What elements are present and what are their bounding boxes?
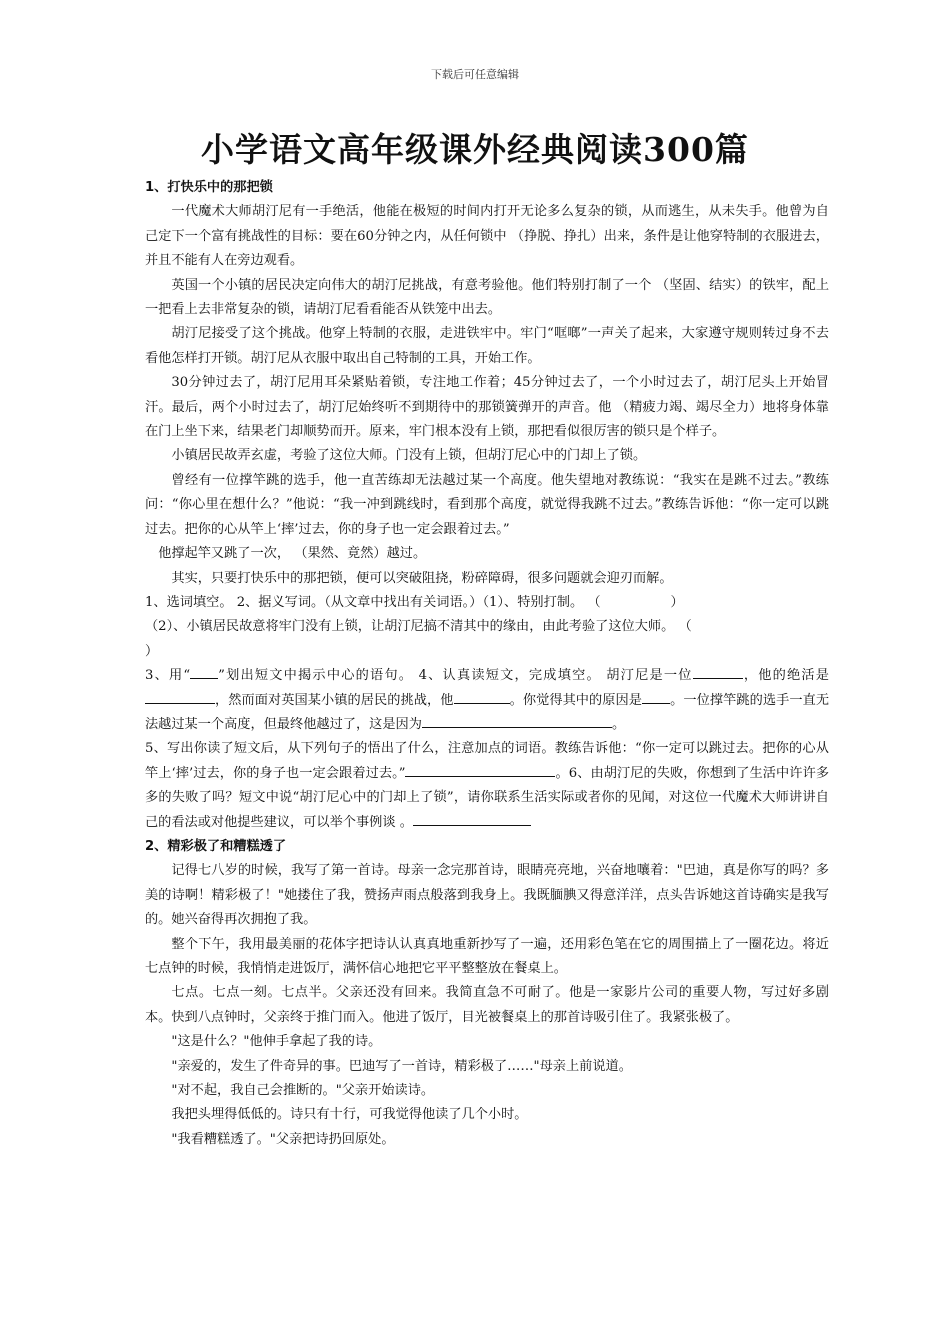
paragraph: "我看糟糕透了。"父亲把诗扔回原处。	[171, 1131, 395, 1147]
answer-blank[interactable]	[454, 689, 510, 704]
question-3-4	[145, 664, 829, 737]
question-text: 。6、由胡汀尼的失败，你想到了生活中许许多多的失败了吗？短文中说“胡汀尼心中的门却上了锁”，请你联系生活实际或者你的见闻，对这位一代魔术大师讲讲自己的看法或对他提些建议，可以举个事例谈 。	[145, 765, 830, 830]
question-text: 3、用“	[145, 668, 191, 684]
answer-blank[interactable]	[601, 592, 671, 606]
document-body	[145, 176, 829, 1152]
question-2	[145, 615, 829, 664]
paragraph: 30分钟过去了，胡汀尼用耳朵紧贴着锁，专注地工作着；45分钟过去了，一个小时过去了，胡汀尼头上开始冒汗。最后，两个小时过去了，胡汀尼始终听不到期待中的那锁簧弹开的声音。他 （精疲力竭、竭尽全力）地将身体靠在门上坐下来，结果老门却顺势而开。原来，牢门根本没有上锁，那把看似很厉害的锁只是个样子。	[145, 375, 829, 440]
question-text: 1、选词填空。 2、据义写词。（从文章中找出有关词语。）（1）、特别打制。 （	[145, 594, 601, 610]
answer-blank[interactable]	[405, 762, 555, 777]
question-text: 。	[611, 716, 626, 732]
paragraph: "对不起，我自己会推断的。"父亲开始读诗。	[171, 1083, 435, 1099]
paragraph: "这是什么？"他伸手拿起了我的诗。	[171, 1034, 382, 1050]
paragraph: 英国一个小镇的居民决定向伟大的胡汀尼挑战，有意考验他。他们特别打制了一个 （坚固、结实）的铁牢，配上一把看上去非常复杂的锁，请胡汀尼看看能否从铁笼中出去。	[145, 277, 829, 318]
answer-blank[interactable]	[693, 664, 743, 679]
answer-blank[interactable]	[422, 713, 612, 728]
question-text: ）	[145, 643, 159, 659]
answer-blank[interactable]	[413, 811, 531, 826]
document-title: 小学语文高年级课外经典阅读300篇	[201, 130, 749, 169]
section-heading: 2、精彩极了和糟糕透了	[145, 838, 287, 854]
paragraph: 小镇居民故弄玄虚，考验了这位大师。门没有上锁，但胡汀尼心中的门却上了锁。	[171, 448, 647, 464]
question-1	[145, 591, 829, 615]
question-text: ）	[670, 594, 684, 610]
paragraph: 其实，只要打快乐中的那把锁，便可以突破阻挠，粉碎障碍，很多问题就会迎刃而解。	[171, 570, 673, 586]
paragraph: 七点。七点一刻。七点半。父亲还没有回来。我简直急不可耐了。他是一家影片公司的重要人物，写过好多剧本。快到八点钟时，父亲终于推门而入。他进了饭厅，目光被餐桌上的那首诗吸引住了。我紧张极了。	[145, 985, 829, 1025]
paragraph: 整个下午，我用最美丽的花体字把诗认认真真地重新抄写了一遍，还用彩色笔在它的周围描上了一圈花边。将近七点钟的时候，我悄悄走进饭厅，满怀信心地把它平平整整放在餐桌上。	[145, 936, 829, 976]
question-text: ，然而面对英国某小镇的居民的挑战，他	[215, 692, 454, 708]
question-text: 。你觉得其中的原因是	[509, 692, 643, 708]
section-heading: 1、打快乐中的那把锁	[145, 180, 273, 195]
question-text: 。一位撑竿跳的选手一直无法越过某一个高度，但最终他越过了，这是因为	[145, 692, 830, 732]
paragraph: 一代魔术大师胡汀尼有一手绝活，他能在极短的时间内打开无论多么复杂的锁，从而逃生，从未失手。他曾为自己定下一个富有挑战性的目标：要在60分钟之内，从任何锁中 （挣脱、挣扎）出来，条件是让他穿特制的衣服进去，并且不能有人在旁边观看。	[145, 204, 829, 269]
paragraph: 记得七八岁的时候，我写了第一首诗。母亲一念完那首诗，眼睛亮亮地，兴奋地嚷着："巴迪，真是你写的吗？多美的诗啊！精彩极了！"她搂住了我，赞扬声雨点般落到我身上。我既腼腆又得意洋洋，点头告诉她这首诗确实是我写的。她兴奋得再次拥抱了我。	[145, 863, 829, 928]
paragraph: 他撑起竿又跳了一次， （果然、竟然）越过。	[158, 546, 427, 562]
question-text: ，他的绝活是	[742, 668, 829, 684]
paragraph: "亲爱的，发生了件奇异的事。巴迪写了一首诗，精彩极了……"母亲上前说道。	[171, 1058, 632, 1074]
paragraph: 曾经有一位撑竿跳的选手，他一直苦练却无法越过某一个高度。他失望地对教练说：“我实在是跳不过去。”教练问：“你心里在想什么？”他说：“我一冲到跳线时，看到那个高度，就觉得我跳不过去。”教练告诉他：“你一定可以跳过去。把你的心从竿上‘摔’过去，你的身子也一定会跟着过去。”	[145, 472, 829, 537]
paragraph: 胡汀尼接受了这个挑战。他穿上特制的衣服，走进铁牢中。牢门“哐啷”一声关了起来，大家遵守规则转过身不去看他怎样打开锁。胡汀尼从衣服中取出自己特制的工具，开始工作。	[145, 326, 829, 366]
question-text: 5、写出你读了短文后，从下列句子的悟出了什么，注意加点的词语。教练告诉他：“你一定可以跳过去。把你的心从竿上‘摔’过去，你的身子也一定会跟着过去。”	[145, 741, 829, 781]
question-text: （2）、小镇居民故意将牢门没有上锁，让胡汀尼搞不清其中的缘由，由此考验了这位大师。 （	[145, 619, 692, 635]
answer-blank[interactable]	[642, 689, 670, 704]
paragraph: 我把头埋得低低的。诗只有十行，可我觉得他读了几个小时。	[171, 1107, 528, 1123]
question-text: ”划出短文中揭示中心的语句。 4、认真读短文，完成填空。 胡汀尼是一位	[218, 668, 693, 684]
answer-blank[interactable]	[190, 664, 218, 679]
question-5-6	[145, 737, 829, 835]
header-note: 下载后可任意编辑	[431, 68, 519, 81]
answer-blank[interactable]	[145, 689, 215, 704]
